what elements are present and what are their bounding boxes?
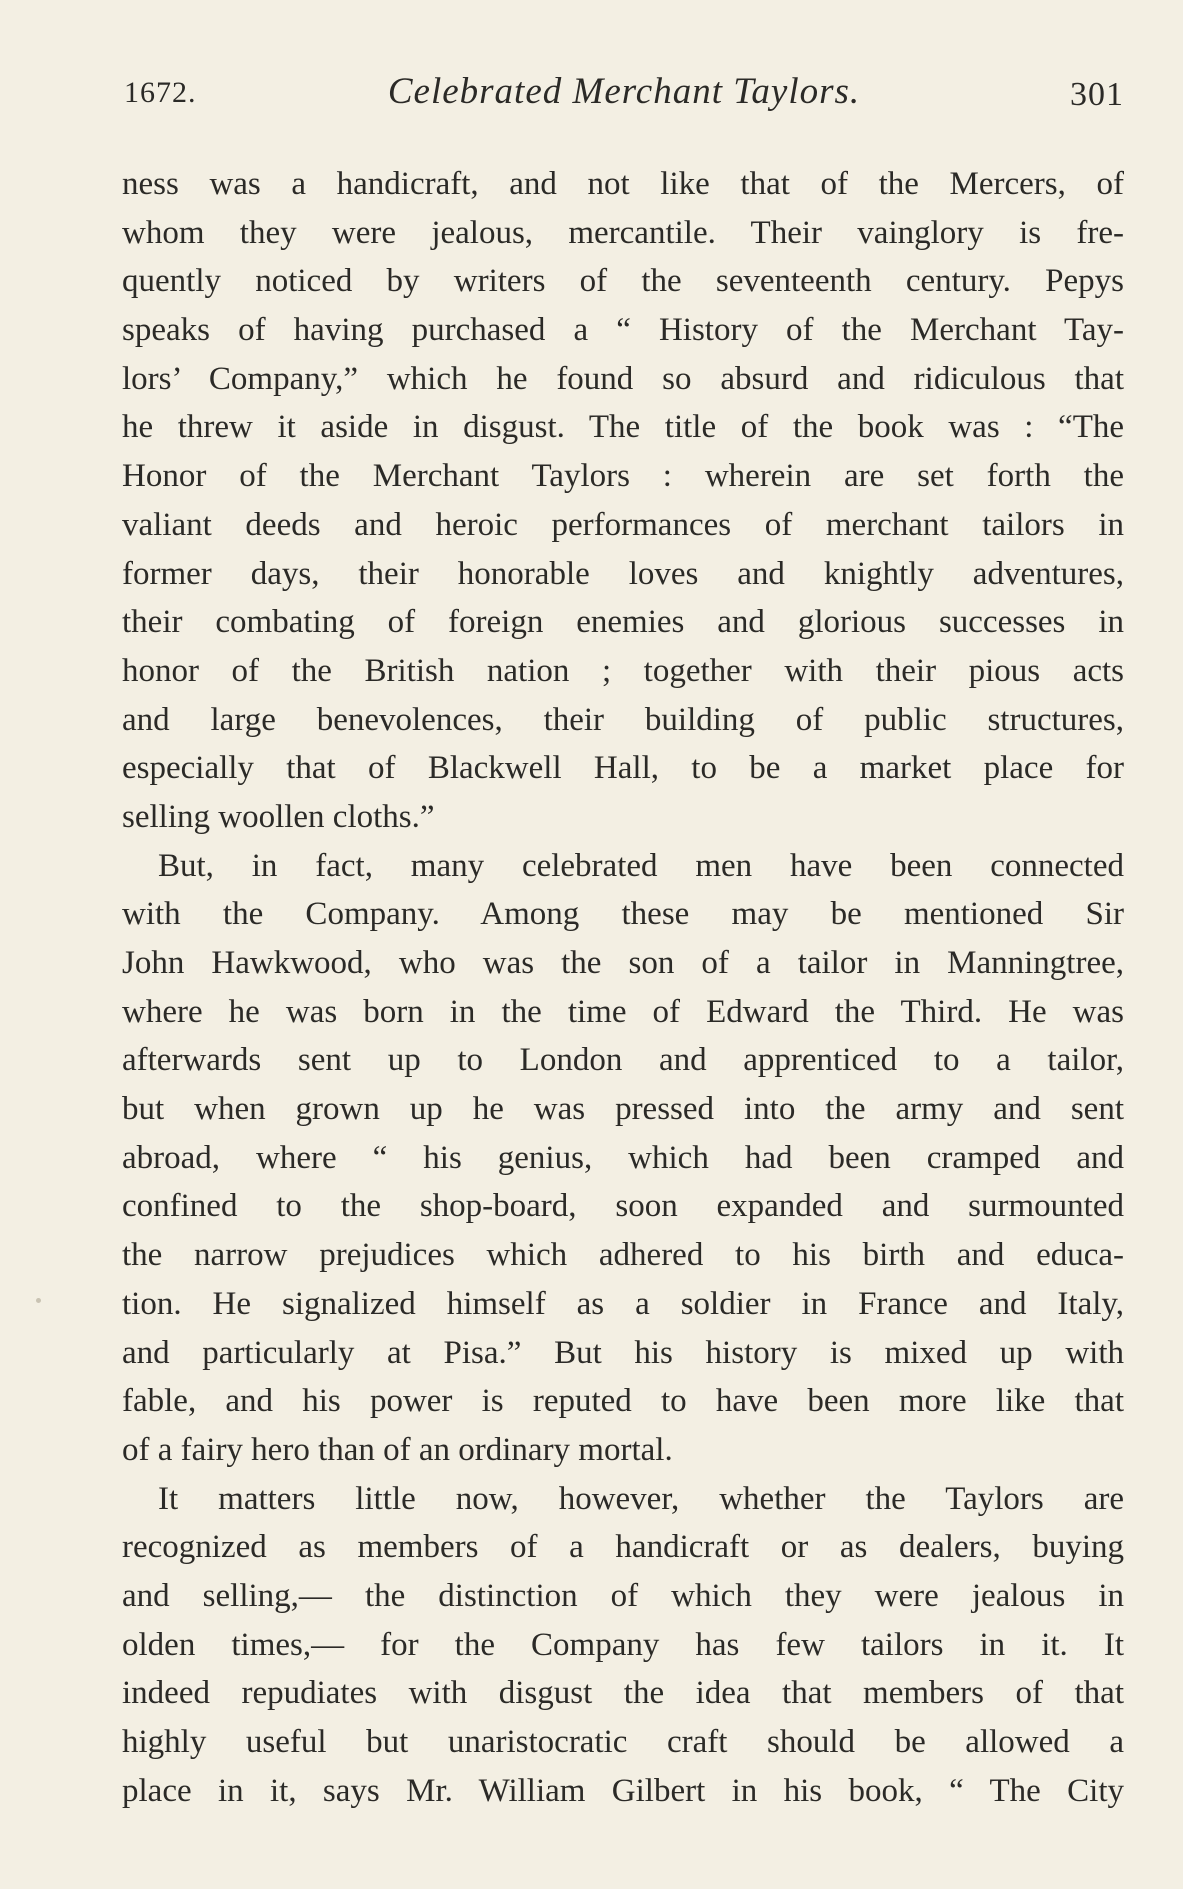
- text-line: indeed repudiates with disgust the idea that members of that: [122, 1675, 1124, 1712]
- text-line: olden times,— for the Company has few tailors in it. It: [122, 1626, 1124, 1663]
- running-header: [124, 70, 1124, 130]
- text-line: especially that of Blackwell Hall, to be a market place for: [122, 750, 1124, 787]
- header-title: Celebrated Merchant Taylors.: [387, 71, 861, 112]
- text-line: lors’ Company,” which he found so absurd and ridiculous that: [122, 360, 1124, 397]
- header-year: 1672.: [124, 76, 197, 109]
- text-line: fable, and his power is reputed to have been more like that: [122, 1383, 1124, 1420]
- text-line: tion. He signalized himself as a soldier in France and Italy,: [122, 1285, 1124, 1322]
- text-line: place in it, says Mr. William Gilbert in his book, “ The City: [122, 1772, 1124, 1809]
- paragraph-start-line: It matters little now, however, whether the Taylors are: [158, 1480, 1124, 1517]
- text-line: honor of the British nation ; together with their pious acts: [122, 652, 1124, 689]
- body-text: [122, 160, 1124, 1815]
- text-line: and large benevolences, their building of public structures,: [122, 701, 1124, 738]
- text-line: John Hawkwood, who was the son of a tailor in Manningtree,: [122, 945, 1124, 981]
- text-line: recognized as members of a handicraft or as dealers, buying: [122, 1529, 1124, 1566]
- text-line: confined to the shop-board, soon expanded and surmounted: [122, 1188, 1124, 1225]
- page-number: 301: [1070, 76, 1124, 113]
- text-line: quently noticed by writers of the seventeenth century. Pepys: [122, 263, 1124, 300]
- text-line: and particularly at Pisa.” But his history is mixed up with: [122, 1334, 1124, 1371]
- text-line: abroad, where “ his genius, which had been cramped and: [122, 1139, 1124, 1176]
- text-line: speaks of having purchased a “ History of the Merchant Tay-: [122, 312, 1124, 349]
- text-line: afterwards sent up to London and apprenticed to a tailor,: [122, 1042, 1124, 1079]
- text-line: highly useful but unaristocratic craft should be allowed a: [122, 1724, 1124, 1760]
- text-line: ness was a handicraft, and not like that of the Mercers, of: [122, 166, 1124, 202]
- text-line: whom they were jealous, mercantile. Their vainglory is fre-: [122, 214, 1124, 251]
- paragraph-end-line: of a fairy hero than of an ordinary mortal.: [122, 1431, 673, 1468]
- text-line: where he was born in the time of Edward the Third. He was: [122, 993, 1124, 1030]
- paragraph-end-line: selling woollen cloths.”: [122, 798, 435, 835]
- text-line: and selling,— the distinction of which they were jealous in: [122, 1577, 1124, 1614]
- text-line: with the Company. Among these may be mentioned Sir: [122, 896, 1124, 933]
- text-line: he threw it aside in disgust. The title of the book was : “The: [122, 409, 1124, 446]
- text-line: former days, their honorable loves and knightly adventures,: [122, 555, 1124, 592]
- text-line: the narrow prejudices which adhered to his birth and educa-: [122, 1237, 1124, 1274]
- text-line: but when grown up he was pressed into the army and sent: [122, 1091, 1124, 1128]
- text-line: Honor of the Merchant Taylors : wherein are set forth the: [122, 458, 1124, 495]
- text-line: their combating of foreign enemies and glorious successes in: [122, 604, 1124, 641]
- text-line: valiant deeds and heroic performances of merchant tailors in: [122, 506, 1124, 543]
- paragraph-start-line: But, in fact, many celebrated men have been connected: [158, 847, 1124, 884]
- paper-spot: [36, 1298, 41, 1303]
